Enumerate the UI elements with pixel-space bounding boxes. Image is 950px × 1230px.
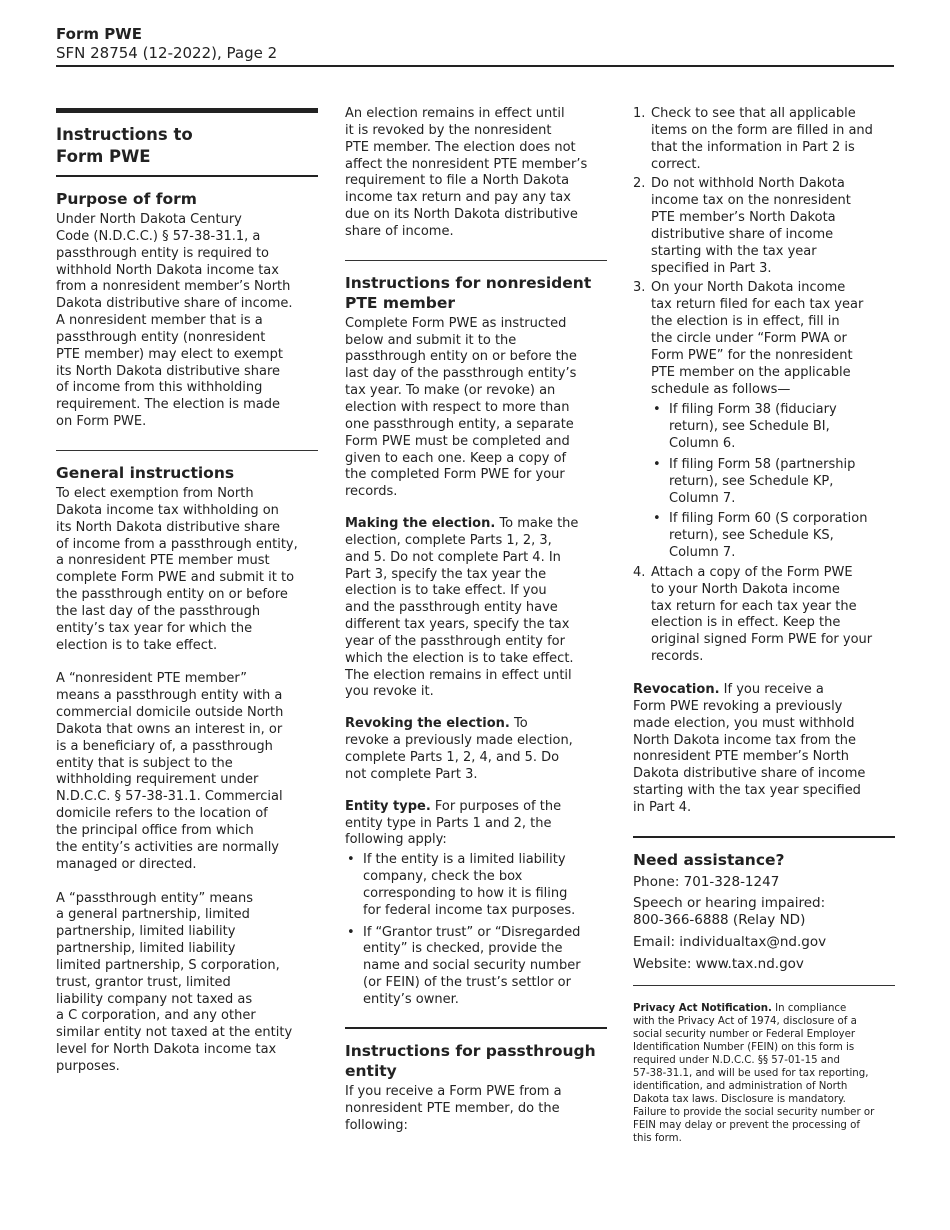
passthrough-heading: Instructions for passthrough entity <box>345 1041 596 1080</box>
list-item: 1. Check to see that all applicable items on the form are filled in and that the information in Part 2 is correct. <box>633 106 873 172</box>
list-item: 2. Do not withhold North Dakota income tax on the nonresident PTE member’s North Dakota distributive share of income starting with the tax year specified in Part 3. <box>633 176 851 276</box>
column-left <box>56 0 318 1076</box>
schedule-list <box>651 402 895 562</box>
passthrough-steps <box>633 106 895 666</box>
general-paragraph-3: A “passthrough entity” means a general partnership, limited partnership, limited liability partnership, limited liability limited partnership, S corporation, trust, grantor trust, limited liability company not taxed as a C corporation, and any other similar entity not taxed at the entity level for North Dakota income tax purposes. <box>56 890 293 1074</box>
purpose-text: Under North Dakota Century Code (N.D.C.C.) § 57-38-31.1, a passthrough entity is required to withhold North Dakota income tax from a nonresident member’s North Dakota distributive share of income. A nonresident member that is a passthrough entity (nonresident PTE member) may elect to exempt its North Dakota distributive share of income from this withholding requirement. The election is made on Form PWE. <box>56 212 293 430</box>
list-item: • If filing Form 38 (fiduciary return), see Schedule BI, Column 6. <box>653 402 837 452</box>
privacy-notice: Privacy Act Notification. In compliance with the Privacy Act of 1974, disclosure of a social security number or Federal Employer Identification Number (FEIN) on this form is required under N.D.C.C. §§ 57-01-15 and 57-38-31.1, and will be used for tax reporting, identification, and administration of North Dakota tax laws. Disclosure is mandatory. Failure to provide the social security number or FEIN may delay or prevent the processing of this form. <box>633 1003 875 1145</box>
column-right <box>633 0 895 1145</box>
general-paragraph-2: A “nonresident PTE member” means a passthrough entity with a commercial domicile outside North Dakota that owns an interest in, or is a beneficiary of, a passthrough entity that is subject to the withholding requirement under N.D.C.C. § 57-38-31.1. Commercial domicile refers to the location of the principal office from which the entity’s activities are normally managed or directed. <box>56 671 284 872</box>
form-title: Form PWE <box>56 25 142 43</box>
list-item: 4. Attach a copy of the Form PWE to your North Dakota income tax return for each tax year the election is in effect. Keep the original signed Form PWE for your records. <box>633 564 873 665</box>
list-item: 3. On your North Dakota income tax return filed for each tax year the election is in effect, fill in the circle under “Form PWA or Form PWE” for the nonresident PTE member on the applicable schedule as follows— • If filing Form 38 (fiduciary return), see Schedule BI, Column 6. • If filing Form 58 (partnership return), see Schedule KP, Column 7. • If filing Form 60 (S corporation return), see Schedule KS, Column 7. <box>633 280 895 562</box>
member-intro: Complete Form PWE as instructed below and submit it to the passthrough entity on or before the last day of the passthrough entity’s tax year. To make (or revoke) an election with respect to more than one passthrough entity, a separate Form PWE must be completed and given to each one. Keep a copy of the completed Form PWE for your records. <box>345 315 577 500</box>
passthrough-intro: If you receive a Form PWE from a nonresident PTE member, do the following: <box>345 1083 562 1133</box>
website-link[interactable]: Website: www.tax.nd.gov <box>633 955 804 972</box>
member-heading: Instructions for nonresident PTE member <box>345 273 592 312</box>
list-item: • If “Grantor trust” or “Disregarded entity” is checked, provide the name and social security number (or FEIN) of the trust’s settlor or entity’s owner. <box>347 924 581 1007</box>
entity-type-list <box>345 852 607 1009</box>
general-paragraph-1: To elect exemption from North Dakota income tax withholding on its North Dakota distributive share of income from a passthrough entity, a nonresident PTE member must complete Form PWE and submit it to the passthrough entity on or before the last day of the passthrough entity’s tax year for which the election is to take effect. <box>56 485 298 653</box>
list-item: • If filing Form 60 (S corporation return), see Schedule KS, Column 7. <box>653 511 868 561</box>
contact-block <box>633 874 895 973</box>
list-item: • If the entity is a limited liability company, check the box corresponding to how it is filing for federal income tax purposes. <box>347 852 576 918</box>
form-subtitle: SFN 28754 (12-2022), Page 2 <box>56 44 278 62</box>
revocation-text: Revocation. If you receive a Form PWE revoking a previously made election, you must withhold North Dakota income tax from the nonresident PTE member’s North Dakota distributive share of income starting with the tax year specified in Part 4. <box>633 682 866 815</box>
relay-text: Speech or hearing impaired: 800-366-6888 (Relay ND) <box>633 895 826 929</box>
list-item: • If filing Form 58 (partnership return), see Schedule KP, Column 7. <box>653 456 856 506</box>
election-effect-text: An election remains in effect until it is revoked by the nonresident PTE member. The election does not affect the nonresident PTE member’s requirement to file a North Dakota income tax return and pay any tax due on its North Dakota distributive share of income. <box>345 106 588 239</box>
assistance-heading: Need assistance? <box>633 850 785 869</box>
purpose-heading: Purpose of form <box>56 190 197 208</box>
entity-type-text: Entity type. For purposes of the entity type in Parts 1 and 2, the following apply: <box>345 798 562 848</box>
email-link[interactable]: Email: individualtax@nd.gov <box>633 933 827 950</box>
revoking-election-text: Revoking the election. To revoke a previously made election, complete Parts 1, 2, 4, and 5. Do not complete Part 3. <box>345 716 573 782</box>
phone-text: Phone: 701-328-1247 <box>633 873 780 890</box>
making-election-text: Making the election. To make the election, complete Parts 1, 2, 3, and 5. Do not complete Part 4. In Part 3, specify the tax year the election is to take effect. If you and the passthrough entity have different tax years, specify the tax year of the passthrough entity for which the election is to take effect. The election remains in effect until you revoke it. <box>345 516 579 700</box>
column-middle <box>345 0 607 1134</box>
instructions-title: Instructions to Form PWE <box>56 125 193 166</box>
general-heading: General instructions <box>56 463 235 482</box>
